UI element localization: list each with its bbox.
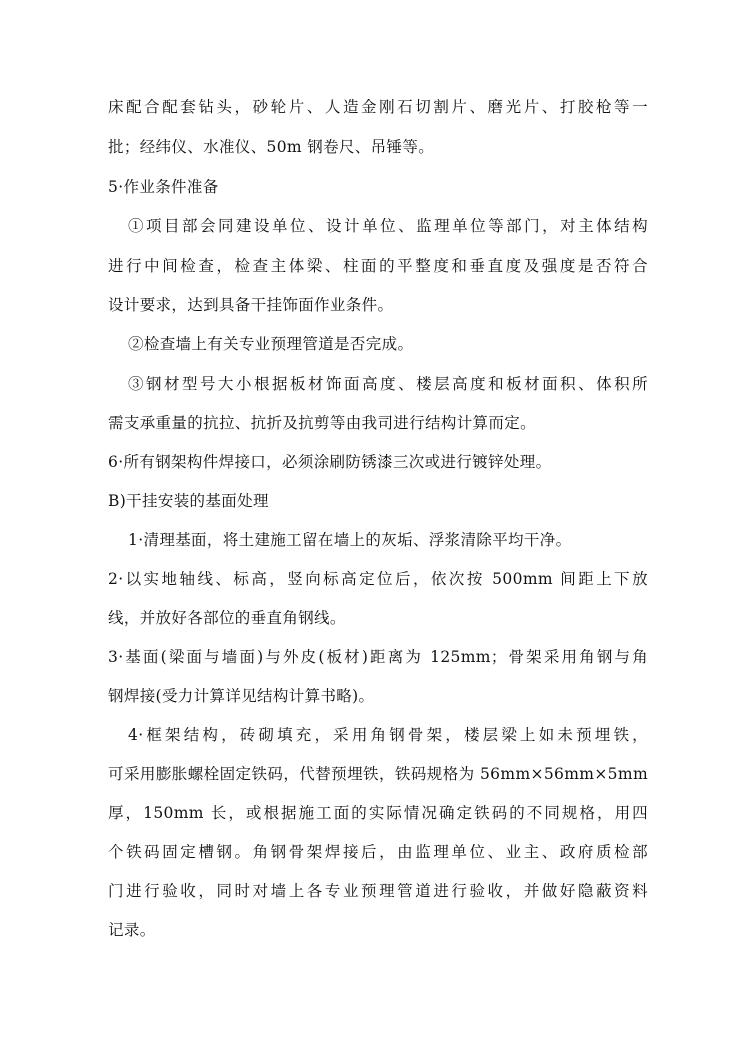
text-line: 设计要求，达到具备干挂饰面作业条件。: [108, 296, 394, 314]
section-heading: 5·作业条件准备: [108, 178, 219, 196]
text-line: 记录。: [108, 921, 156, 939]
text-line: 3·基面(梁面与墙面)与外皮(板材)距离为 125mm；骨架采用角钢与角: [108, 648, 648, 666]
section-heading: 6·所有钢架构件焊接口，必须涂刷防锈漆三次或进行镀锌处理。: [108, 453, 552, 471]
text-line: ③钢材型号大小根据板材饰面高度、楼层高度和板材面积、体积所: [128, 375, 648, 393]
text-line: 4·框架结构，砖砌填充，采用角钢骨架，楼层梁上如未预埋铁，: [128, 726, 648, 744]
text-line: 门进行验收，同时对墙上各专业预理管道进行验收，并做好隐蔽资料: [108, 882, 648, 900]
text-line: ①项目部会同建设单位、设计单位、监理单位等部门，对主体结构: [128, 217, 648, 235]
text-line: 线，并放好各部位的垂直角钢线。: [108, 609, 346, 627]
text-line: 床配合配套钻头，砂轮片、人造金刚石切割片、磨光片、打胶枪等一: [108, 98, 648, 116]
text-line: 厚，150mm 长，或根据施工面的实际情况确定铁码的不同规格，用四: [108, 804, 648, 822]
text-line: 个铁码固定槽钢。角钢骨架焊接后，由监理单位、业主、政府质检部: [108, 843, 648, 861]
text-line: 批；经纬仪、水准仪、50m 钢卷尺、吊锤等。: [108, 138, 435, 156]
section-heading: B)干挂安装的基面处理: [108, 492, 269, 510]
text-line: 2·以实地轴线、标高，竖向标高定位后，依次按 500mm 间距上下放: [108, 570, 648, 588]
text-line: ②检查墙上有关专业预理管道是否完成。: [128, 335, 414, 353]
text-line: 需支承重量的抗拉、抗折及抗剪等由我司进行结构计算而定。: [108, 414, 536, 432]
text-line: 进行中间检查，检查主体梁、柱面的平整度和垂直度及强度是否符合: [108, 257, 648, 275]
text-line: 1·清理基面，将土建施工留在墙上的灰垢、浮浆清除平均干净。: [128, 531, 572, 549]
text-line: 钢焊接(受力计算详见结构计算书略)。: [108, 687, 375, 705]
text-line: 可采用膨胀螺栓固定铁码，代替预埋铁，铁码规格为 56mm×56mm×5mm: [108, 765, 648, 783]
